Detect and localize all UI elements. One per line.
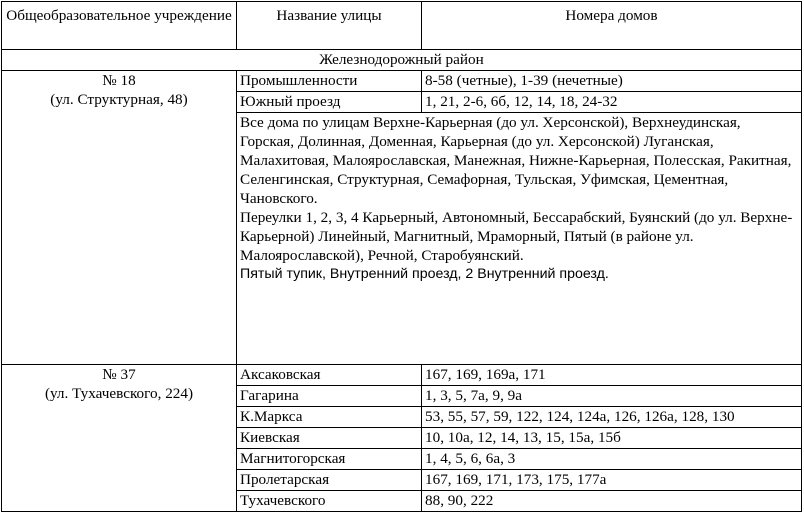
school-address: (ул. Структурная, 48) (50, 91, 188, 108)
house-numbers: 167, 169, 171, 173, 175, 177а (422, 470, 802, 491)
house-numbers: 1, 21, 2-6, 6б, 12, 14, 18, 24-32 (422, 92, 802, 113)
school-cell (2, 71, 237, 365)
street-name: Пролетарская (237, 470, 422, 491)
house-numbers: 8-58 (четные), 1-39 (нечетные) (422, 71, 802, 92)
street-name: Магнитогорская (237, 449, 422, 470)
street-name: Аксаковская (237, 365, 422, 386)
street-name: Гагарина (237, 386, 422, 407)
street-name: Промышленности (237, 71, 422, 92)
header-school: Общеобразовательное учреждение (2, 2, 237, 50)
all-houses-streets: Все дома по улицам Верхне-Карьерная (до ул. Херсонской), Верхнеудинская, Горская, Долинная, Доменная, Карьерная (до ул. Херсонской) Луганская, Малахитовая, Малоярославская, Манежная, Нижне-Карьерная, Полесская, Ракитная, Селенгинская, Структурная, Семафорная, Тульская, Уфимская, Цементная, Чановского. (240, 114, 792, 207)
table-row (2, 365, 802, 386)
street-name: Южный проезд (237, 92, 422, 113)
all-houses-lanes: Переулки 1, 2, 3, 4 Карьерный, Автономный, Бессарабский, Буянский (до ул. Верхне-Карьерной) Линейный, Магнитный, Мраморный, Пятый (в районе ул. Малоярославской), Речной, Старобуянский. (240, 209, 793, 264)
header-houses: Номера домов (422, 2, 802, 50)
school-cell (2, 365, 237, 512)
all-houses-passages: Пятый тупик, Внутренний проезд, 2 Внутренний проезд. (240, 266, 609, 282)
header-row (2, 2, 802, 50)
district-row (2, 50, 802, 71)
street-name: Киевская (237, 428, 422, 449)
school-number: № 37 (102, 366, 136, 383)
house-numbers: 53, 55, 57, 59, 122, 124, 124а, 126, 126а, 128, 130 (422, 407, 802, 428)
house-numbers: 167, 169, 169а, 171 (422, 365, 802, 386)
school-address: (ул. Тухачевского, 224) (44, 385, 194, 402)
header-street: Название улицы (237, 2, 422, 50)
street-name: Тухачевского (237, 491, 422, 512)
house-numbers: 10, 10а, 12, 14, 13, 15, 15а, 15б (422, 428, 802, 449)
district-name: Железнодорожный район (2, 50, 802, 71)
house-numbers: 1, 3, 5, 7а, 9, 9а (422, 386, 802, 407)
table-row (2, 71, 802, 92)
street-name: К.Маркса (237, 407, 422, 428)
house-numbers: 88, 90, 222 (422, 491, 802, 512)
house-numbers: 1, 4, 5, 6, 6а, 3 (422, 449, 802, 470)
school-number: № 18 (102, 72, 136, 89)
schools-streets-table (1, 1, 802, 512)
all-houses-cell (237, 113, 802, 365)
